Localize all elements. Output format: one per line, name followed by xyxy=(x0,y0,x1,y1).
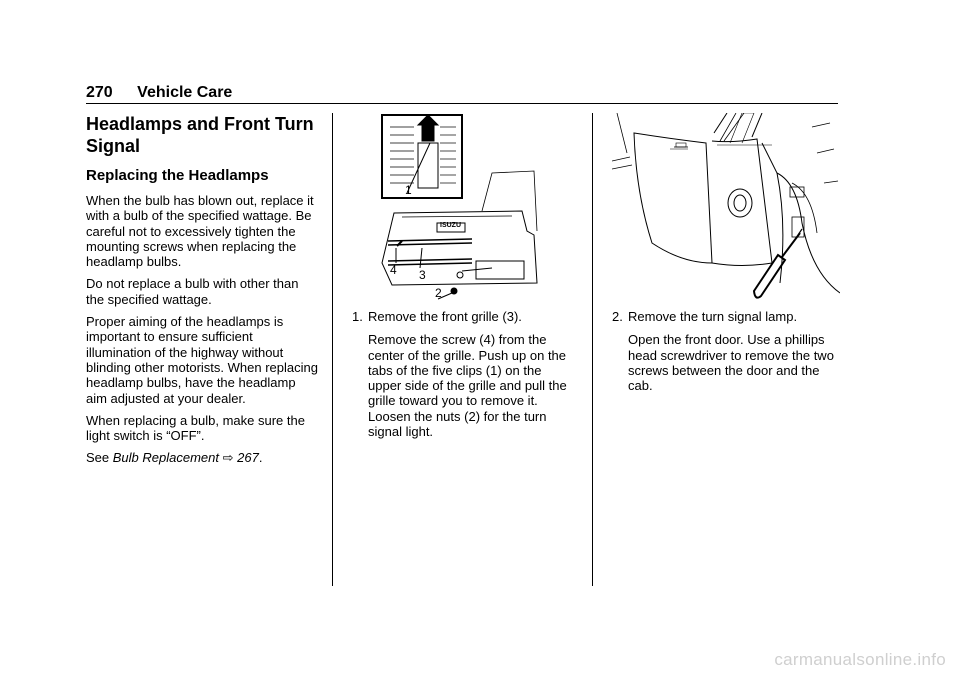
callout-1: 1 xyxy=(405,183,412,197)
paragraph: Proper aiming of the headlamps is important to ensure sufficient illumination of the highway without blinding other motorists. When replacing headlamp bulbs, have the headlamp aim adjusted at your dealer. xyxy=(86,314,318,406)
step-text: Remove the turn signal lamp. xyxy=(628,309,798,324)
step-2 xyxy=(612,309,840,324)
header-rule xyxy=(86,103,838,104)
paragraph: When replacing a bulb, make sure the light switch is “OFF”. xyxy=(86,412,305,444)
reference-link[interactable]: Bulb Replacement xyxy=(112,450,219,466)
reference-page[interactable]: 267 xyxy=(237,450,259,466)
grille-badge: ISUZU xyxy=(440,222,461,229)
page-title: Headlamps and Front Turn Signal xyxy=(86,114,314,156)
callout-3: 3 xyxy=(419,268,426,282)
step-2-detail: Open the front door. Use a phillips head screwdriver to remove the two screws between the door and the cab. xyxy=(628,332,834,394)
page-header xyxy=(86,84,232,102)
column-divider xyxy=(592,113,593,586)
watermark: carmanualsonline.info xyxy=(774,650,946,669)
column-middle xyxy=(352,113,577,439)
step-number: 2. xyxy=(612,309,623,324)
step-text: Remove the front grille (3). xyxy=(368,309,522,324)
page-number: 270 xyxy=(86,84,113,101)
page-ref-arrow-icon: ⇨ xyxy=(222,450,234,466)
section-subtitle: Replacing the Headlamps xyxy=(86,167,269,184)
column-divider xyxy=(332,113,333,586)
callout-4: 4 xyxy=(390,263,397,277)
column-right xyxy=(612,113,840,393)
paragraph: When the bulb has blown out, replace it with a bulb of the specified wattage. Be careful not to excessively tighten the mounting screws when replacing the headlamp bulbs. xyxy=(86,193,314,270)
step-1-detail: Remove the screw (4) from the center of the grille. Push up on the tabs of the five clips (1) on the upper side of the grille and pull the grille toward you to remove it. Loosen the nuts (2) for the turn signal light. xyxy=(368,332,567,440)
section-title: Vehicle Care xyxy=(137,84,233,101)
grille-removal-illustration xyxy=(352,113,547,303)
see-reference: See Bulb Replacement ⇨ 267. xyxy=(86,450,263,466)
step-1 xyxy=(352,309,577,324)
paragraph: Do not replace a bulb with other than the specified wattage. xyxy=(86,276,299,307)
step-number: 1. xyxy=(352,309,363,324)
column-left xyxy=(86,113,320,473)
turn-signal-removal-illustration xyxy=(612,113,840,303)
callout-2: 2 xyxy=(435,286,442,300)
